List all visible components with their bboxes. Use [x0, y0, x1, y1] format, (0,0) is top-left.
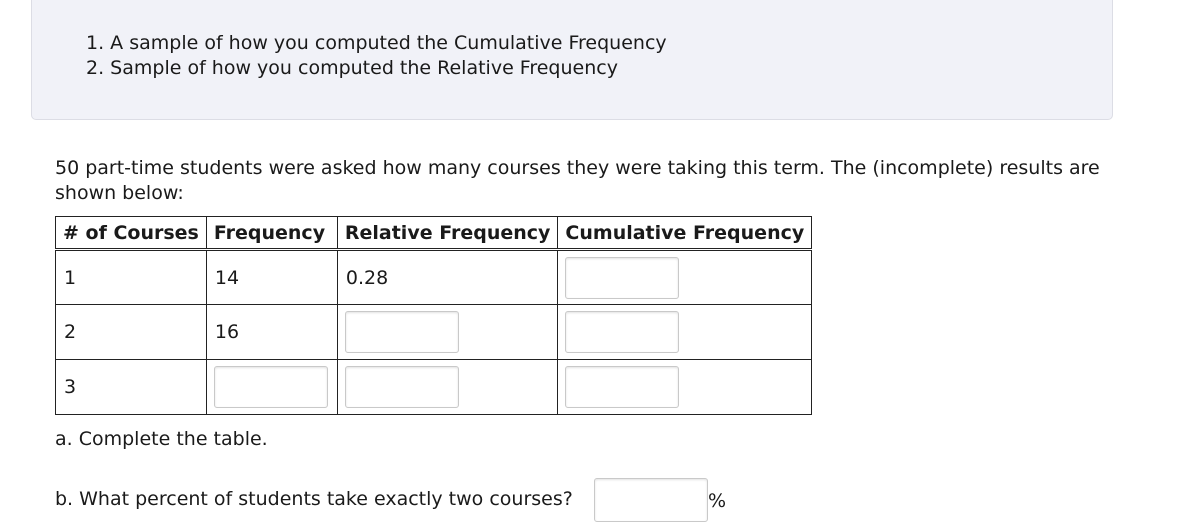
cell-courses [56, 305, 207, 360]
cell-relative-frequency [337, 360, 558, 415]
header-frequency: Frequency [206, 217, 337, 250]
courses-value: 2 [64, 321, 77, 343]
frequency-value: 14 [214, 266, 240, 289]
relative-frequency-input-2[interactable] [345, 311, 459, 353]
table-row [56, 360, 812, 415]
cell-cumulative-frequency [558, 305, 812, 360]
cumulative-frequency-input-1[interactable] [565, 257, 679, 299]
header-cumulative-frequency: Cumulative Frequency [558, 217, 812, 250]
table-row [56, 250, 812, 305]
cumulative-frequency-input-3[interactable] [565, 366, 679, 408]
percent-unit: % [708, 490, 727, 512]
frequency-value: 16 [214, 321, 240, 343]
question-a: a. Complete the table. [55, 428, 268, 450]
problem-statement: 50 part-time students were asked how many courses they were taking this term. The (incomplete) results are shown below: [55, 157, 1100, 204]
instruction-item-1: 1. A sample of how you computed the Cumulative Frequency [86, 32, 667, 54]
table-header-row [56, 217, 812, 250]
cell-cumulative-frequency [558, 250, 812, 305]
frequency-table [55, 216, 812, 415]
instruction-item-2: 2. Sample of how you computed the Relative Frequency [86, 57, 618, 79]
courses-value: 3 [64, 376, 77, 398]
cell-frequency [206, 250, 337, 305]
header-courses: # of Courses [56, 217, 207, 250]
courses-value: 1 [64, 266, 77, 289]
instructions-list [86, 31, 667, 81]
cell-courses [56, 250, 207, 305]
relative-frequency-input-3[interactable] [345, 366, 459, 408]
cell-frequency [206, 305, 337, 360]
relative-frequency-value: 0.28 [345, 266, 389, 289]
table-row [56, 305, 812, 360]
instructions-box [31, 0, 1113, 120]
frequency-input-3[interactable] [214, 366, 328, 408]
cell-frequency [206, 360, 337, 415]
percent-answer-input[interactable] [594, 478, 708, 522]
header-relative-frequency: Relative Frequency [337, 217, 558, 250]
cell-relative-frequency [337, 250, 558, 305]
cell-cumulative-frequency [558, 360, 812, 415]
cell-courses [56, 360, 207, 415]
cell-relative-frequency [337, 305, 558, 360]
cumulative-frequency-input-2[interactable] [565, 311, 679, 353]
question-b: b. What percent of students take exactly two courses? [55, 488, 573, 510]
